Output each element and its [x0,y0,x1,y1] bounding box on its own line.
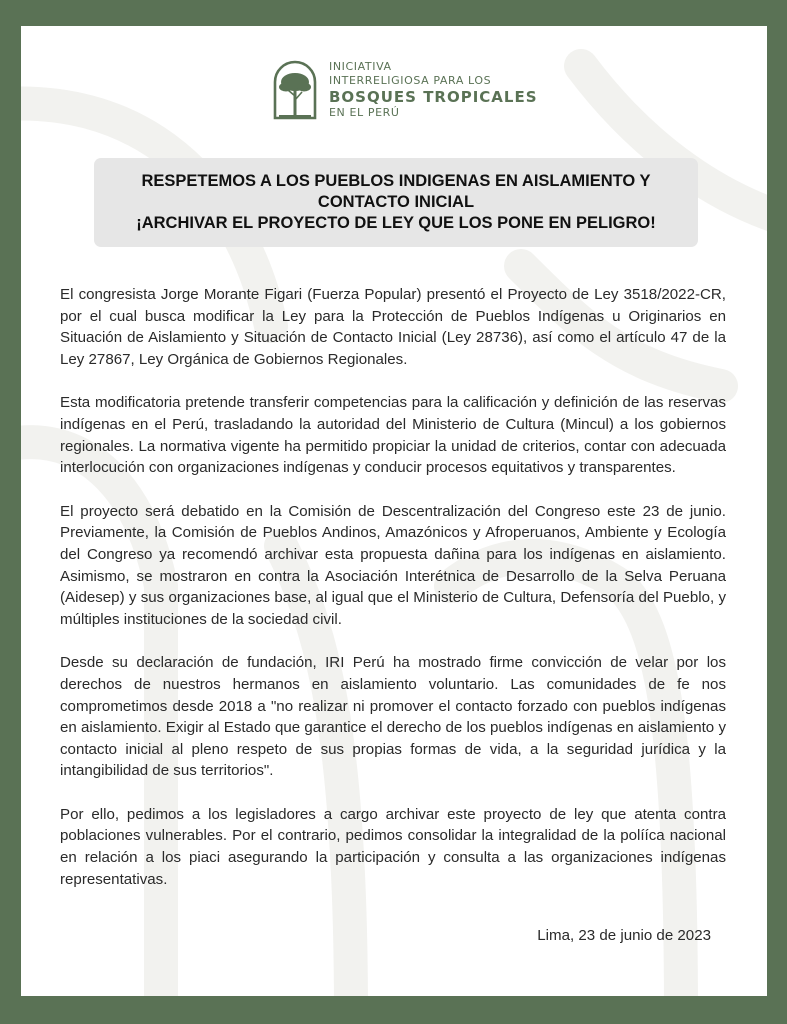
logo-line-2: INTERRELIGIOSA PARA LOS [329,74,492,87]
logo [271,60,538,120]
document-page [21,26,767,996]
logo-line-1: INICIATIVA [329,60,392,73]
logo-line-4: EN EL PERÚ [329,106,400,119]
paragraph-5: Por ello, pedimos a los legisladores a cargo archivar este proyecto de ley que atenta contra poblaciones vulnerables. Por el contrario, pedimos consolidar la integralidad de la polííca nacional en relación a los piaci asegurando la participación y consulta a las organizaciones indígenas representativas. [60,805,726,888]
logo-line-3: BOSQUES TROPICALES [329,88,538,106]
organization-name [329,60,538,120]
headline-line-2: CONTACTO INICIAL [317,193,475,211]
place-and-date: Lima, 23 de junio de 2023 [537,927,711,944]
paragraph-2: Esta modificatoria pretende transferir competencias para la calificación y definición de las reservas indígenas en el Perú, trasladando la autoridad del Ministerio de Cultura (Mincul) a los gobiernos regionales. La normativa vigente ha permitido propiciar la unidad de criterios, contar con adecuada interlocución con organizaciones indígenas y conducir procesos equitativos y transparentes. [60,394,726,477]
paragraph-4: Desde su declaración de fundación, IRI Perú ha mostrado firme convicción de velar por los derechos de nuestros hermanos en aislamiento voluntario. Las comunidades de fe nos comprometimos desde 2018 a "no realizar ni promover el contacto forzado con pueblos indígenas en aislamiento. Exigir al Estado que garantice el derecho de los pueblos indígenas en aislamiento y contacto inicial al pleno respeto de sus propias formas de vida, a la seguridad jurídica y la intangibilidad de sus territorios". [60,654,726,780]
paragraph-3: El proyecto será debatido en la Comisión de Descentralización del Congreso este 23 de junio. Previamente, la Comisión de Pueblos Andinos, Amazónicos y Afroperuanos, Ambiente y Ecología del Congreso ya recomendó archivar esta propuesta dañina para los indígenas en aislamiento. Asimismo, se mostraron en contra la Asociación Interétnica de Desarrollo de la Selva Peruana (Aidesep) y sus organizaciones base, al igual que el Ministerio de Cultura, Defensoría del Pueblo, y múltiples instituciones de la sociedad civil. [60,502,726,628]
tree-icon [271,60,319,120]
paragraph-1: El congresista Jorge Morante Figari (Fuerza Popular) presentó el Proyecto de Ley 3518/2022-CR, por el cual busca modificar la Ley para la Protección de Pueblos Indígenas u Originarios en Situación de Aislamiento y Situación de Contacto Inicial (Ley 28736), así como el artículo 47 de la Ley 27867, Ley Orgánica de Gobiernos Regionales. [60,286,726,368]
statement-body [60,284,726,912]
headline-box [94,158,698,247]
headline-line-3: ¡ARCHIVAR EL PROYECTO DE LEY QUE LOS PONE EN PELIGRO! [136,214,656,232]
headline-line-1: RESPETEMOS A LOS PUEBLOS INDIGENAS EN AISLAMIENTO Y [141,172,651,190]
